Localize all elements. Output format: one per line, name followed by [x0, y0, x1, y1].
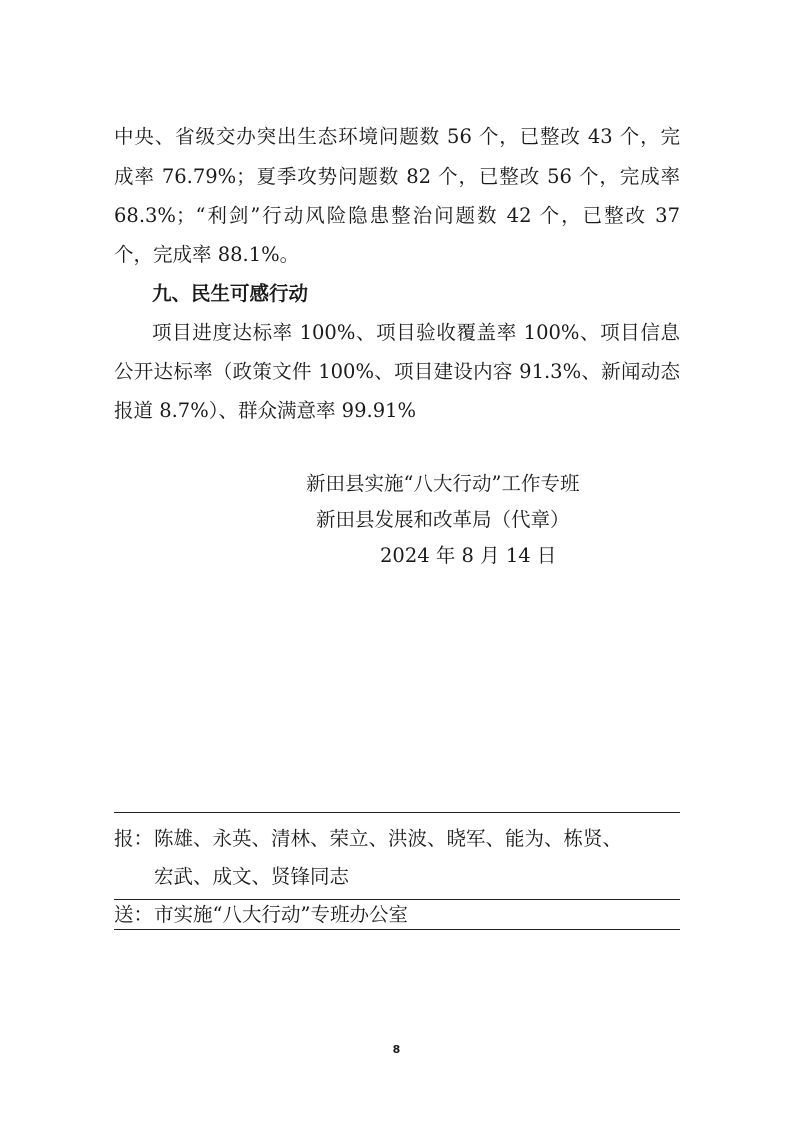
- body-line-3: 68.3%；“利剑”行动风险隐患整治问题数 42 个，已整改 37: [114, 204, 680, 227]
- report-label: 报：: [114, 827, 154, 850]
- signature-date: 2024 年 8 月 14 日: [380, 544, 557, 567]
- report-recipients-line-1: 陈雄、永英、清林、荣立、洪波、晓军、能为、栋贤、: [154, 827, 623, 850]
- body-line-7: 报道 8.7%）、群众满意率 99.91%: [114, 399, 417, 422]
- signature-org-1: 新田县实施“八大行动”工作专班: [306, 472, 580, 495]
- body-line-4: 个，完成率 88.1%。: [114, 243, 300, 266]
- send-label: 送：: [114, 903, 154, 926]
- middle-divider: [114, 899, 680, 900]
- bottom-divider: [114, 929, 680, 930]
- top-divider: [114, 812, 680, 813]
- page-number: 8: [392, 1043, 401, 1056]
- body-line-5: 项目进度达标率 100%、项目验收覆盖率 100%、项目信息: [152, 321, 680, 344]
- body-line-6: 公开达标率（政策文件 100%、项目建设内容 91.3%、新闻动态: [114, 360, 680, 383]
- report-recipients-line-2: 宏武、成文、贤锋同志: [154, 865, 350, 888]
- send-recipient: 市实施“八大行动”专班办公室: [154, 903, 408, 926]
- section-heading: 九、民生可感行动: [152, 282, 309, 305]
- body-line-2: 成率 76.79%；夏季攻势问题数 82 个，已整改 56 个，完成率: [114, 165, 680, 188]
- signature-org-2: 新田县发展和改革局（代章）: [316, 508, 570, 531]
- body-line-1: 中央、省级交办突出生态环境问题数 56 个，已整改 43 个，完: [114, 125, 680, 148]
